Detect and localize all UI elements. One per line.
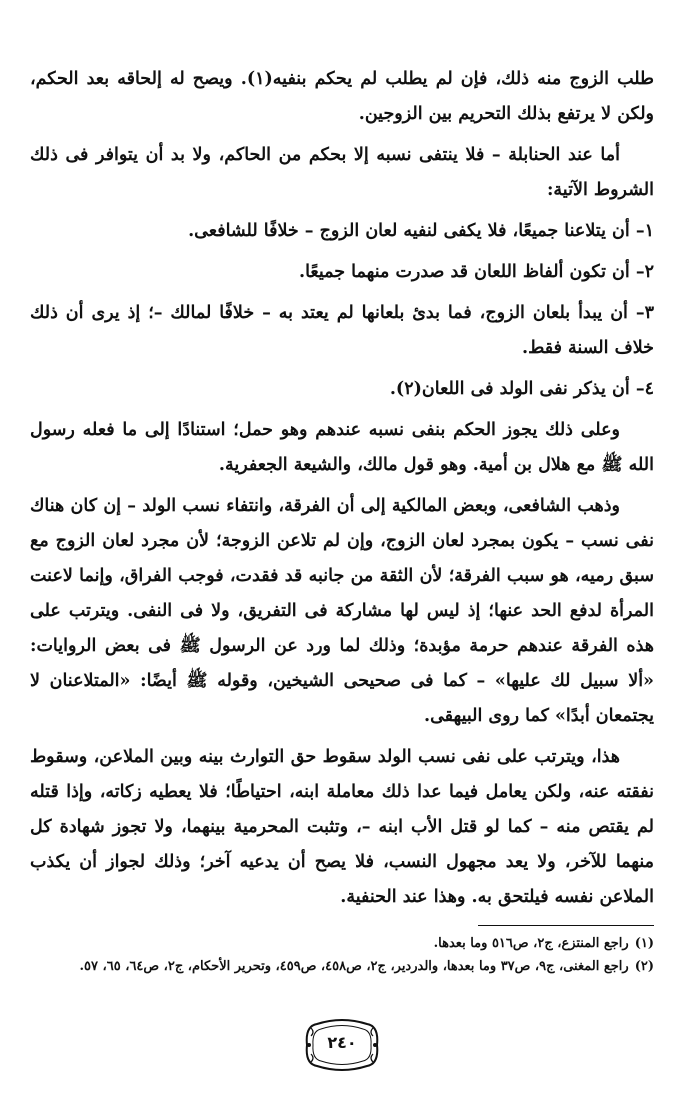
footnote-1 bbox=[30, 932, 654, 955]
paragraph-continuation: طلب الزوج منه ذلك، فإن لم يطلب لم يحكم بنفيه(١). ويصح له إلحاقه بعد الحكم، ولكن لا يرتفع بذلك التحريم بين الزوجين. bbox=[30, 69, 654, 124]
page-body bbox=[30, 62, 654, 978]
footnote-2 bbox=[30, 955, 654, 978]
paragraph-consequences: هذا، ويترتب على نفى نسب الولد سقوط حق التوارث بينه وبين الملاعن، وسقوط نفقته عنه، ولكن يعامل فيما عدا ذلك معاملة ابنه، احتياطًا؛ فلا يعطيه زكاته، وإذا قتله لم يقتص منه – كما لو قتل الأب ابنه –، وتثبت المحرمية بينهما، ولا تجوز شهادة كل منهما للآخر، ولا يعد مجهول النسب، فلا يصح أن يدعيه آخر؛ وذلك لجواز أن يكذب الملاعن نفسه فيلتحق به. وهذا عند الحنفية. bbox=[30, 747, 654, 907]
condition-item-1: ١– أن يتلاعنا جميعًا، فلا يكفى لنفيه لعان الزوج – خلافًا للشافعى. bbox=[188, 221, 654, 241]
footnote-2-text: راجع المغنى، ج٩، ص٣٧ وما بعدها، والدردير، ج٢، ص٤٥٨، ص٤٥٩، وتحرير الأحكام، ج٢، ص٦٤، ٦٥، ٥٧. bbox=[79, 959, 629, 974]
page-number-ornament bbox=[303, 1018, 381, 1072]
condition-item-3: ٣– أن يبدأ بلعان الزوج، فما بدئ بلعانها لم يعتد به – خلافًا لمالك –؛ إذ يرى أن ذلك خلاف السنة فقط. bbox=[30, 303, 654, 358]
condition-item-4: ٤– أن يذكر نفى الولد فى اللعان(٢). bbox=[389, 379, 654, 399]
footnote-2-number: (٢) bbox=[634, 959, 654, 974]
footnote-1-text: راجع المنتزع، ج٢، ص٥١٦ وما بعدها. bbox=[433, 936, 629, 951]
footnote-1-number: (١) bbox=[634, 936, 654, 951]
paragraph-shafii: وذهب الشافعى، وبعض المالكية إلى أن الفرقة، وانتفاء نسب الولد – إن كان هناك نفى نسب – يكون بمجرد لعان الزوج، وإن لم تلاعن الزوجة؛ لأن مجرد لعان الزوج مع سبق رميه، هو سبب الفرقة؛ لأن الثقة من جانبه قد فقدت، فوجب الفراق، وإنما لاعنت المرأة لدفع الحد عنها؛ إذ ليس لها مشاركة فى التفريق، ولا فى النفى. ويترتب على هذه الفرقة عندهم حرمة مؤبدة؛ وذلك لما ورد عن الرسول ﷺ فى بعض الروايات: «ألا سبيل لك عليها» – كما فى صحيحى الشيخين، وقوله ﷺ أيضًا: «المتلاعنان لا يجتمعان أبدًا» كما روى البيهقى. bbox=[30, 496, 654, 726]
condition-item-2: ٢– أن تكون ألفاظ اللعان قد صدرت منهما جميعًا. bbox=[299, 262, 654, 282]
footnote-separator bbox=[478, 925, 654, 926]
paragraph-hanabila: أما عند الحنابلة – فلا ينتفى نسبه إلا بحكم من الحاكم، ولا بد أن يتوافر فى ذلك الشروط الآتية: bbox=[30, 145, 654, 200]
page-number: ٢٤٠ bbox=[327, 1033, 357, 1052]
paragraph-ruling: وعلى ذلك يجوز الحكم بنفى نسبه عندهم وهو حمل؛ استنادًا إلى ما فعله رسول الله ﷺ مع هلال بن أمية. وهو قول مالك، والشيعة الجعفرية. bbox=[30, 420, 654, 475]
